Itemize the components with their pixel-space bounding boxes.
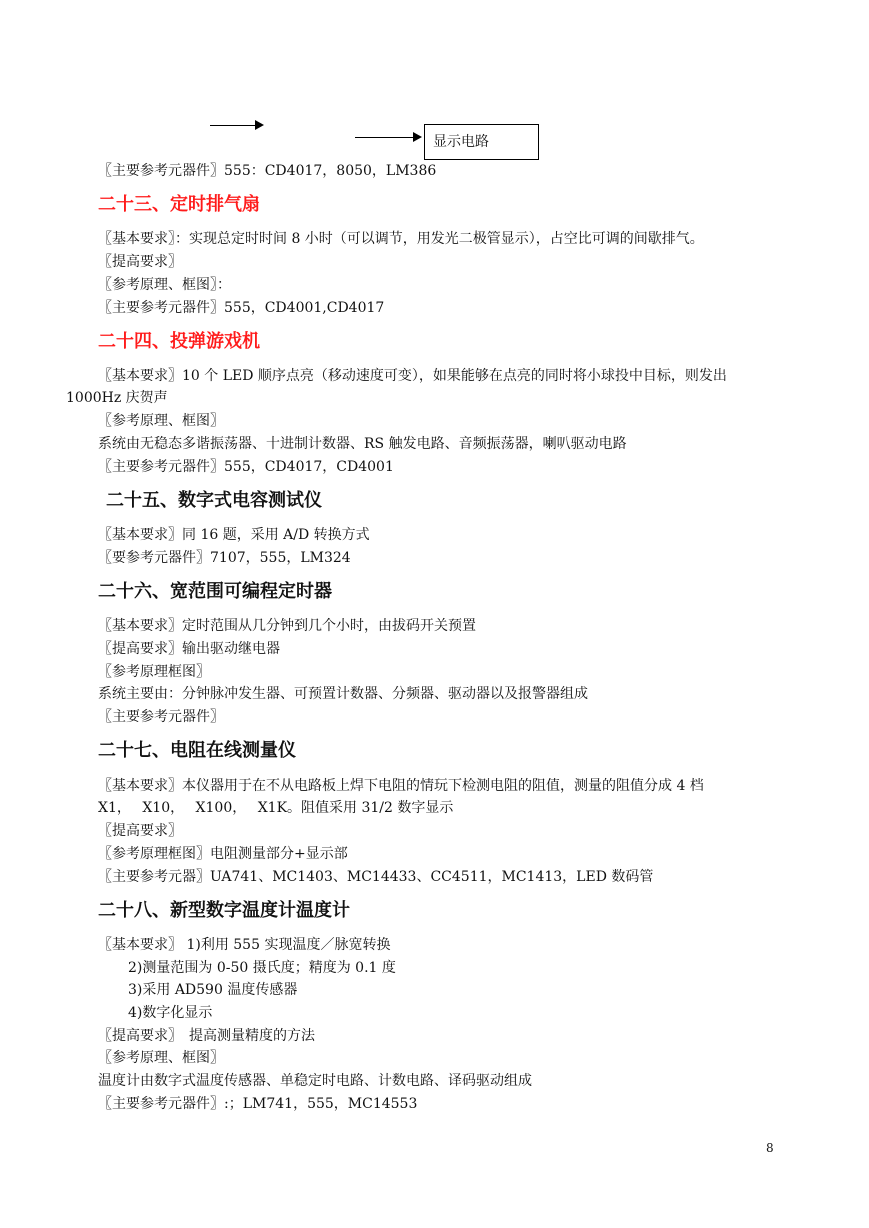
text-line: 〖主要参考元器〗UA741、MC1403、MC14433、CC4511，MC1413，LED 数码管 [98, 869, 654, 885]
text-line: 〖基本要求〗同 16 题，采用 A/D 转换方式 [98, 527, 370, 543]
text-line: 〖参考原理、框图〗 [98, 1050, 224, 1066]
section-heading-28: 二十八、新型数字温度计温度计 [98, 900, 350, 921]
text-line: 〖主要参考元器件〗555，CD4017，CD4001 [98, 459, 394, 475]
text-line: 〖基本要求〗本仪器用于在不从电路板上焊下电阻的情玩下检测电阻的阻值，测量的阻值分成 4 档 [98, 778, 704, 794]
text-line: 〖提高要求〗 提高测量精度的方法 [98, 1028, 315, 1044]
text-line: 1000Hz 庆贺声 [66, 390, 168, 406]
text-line: 〖基本要求〗：实现总定时时间 8 小时（可以调节，用发光二极管显示），占空比可调的间歇排气。 [98, 231, 704, 247]
text-line: 〖参考原理、框图〗 [98, 413, 224, 429]
text-line: X1， X10， X100， X1K。阻值采用 31/2 数字显示 [98, 800, 454, 816]
display-circuit-box: 显示电路 [424, 124, 539, 160]
text-line: 〖提高要求〗 [98, 254, 182, 270]
text-line: 〖主要参考元器件〗 [98, 709, 224, 725]
section-heading-24: 二十四、投弹游戏机 [98, 331, 260, 352]
section-heading-23: 二十三、定时排气扇 [98, 194, 260, 215]
page-number: 8 [766, 1141, 774, 1155]
text-line: 系统主要由：分钟脉冲发生器、可预置计数器、分频器、驱动器以及报警器组成 [98, 686, 588, 702]
text-line: 〖基本要求〗 1)利用 555 实现温度／脉宽转换 [98, 937, 391, 953]
text-line: 〖参考原理框图〗电阻测量部分+显示部 [98, 846, 348, 862]
text-line: 〖基本要求〗定时范围从几分钟到几个小时，由拔码开关预置 [98, 618, 476, 634]
text-line: 〖基本要求〗10 个 LED 顺序点亮（移动速度可变），如果能够在点亮的同时将小球投中目标，则发出 [98, 368, 727, 384]
text-line: 〖参考原理、框图〗： [98, 277, 231, 293]
text-line: 〖提高要求〗输出驱动继电器 [98, 641, 280, 657]
text-line: 〖主要参考元器件〗:；LM741，555，MC14553 [98, 1096, 418, 1112]
text-line: 〖主要参考元器件〗555：CD4017，8050，LM386 [98, 163, 437, 179]
text-line: 温度计由数字式温度传感器、单稳定时电路、计数电路、译码驱动组成 [98, 1073, 532, 1089]
arrow-left [210, 125, 262, 126]
text-line: 2)测量范围为 0-50 摄氏度；精度为 0.1 度 [128, 960, 396, 976]
text-line: 〖要参考元器件〗7107，555，LM324 [98, 550, 351, 566]
section-heading-27: 二十七、电阻在线测量仪 [98, 740, 296, 761]
arrow-right [355, 137, 420, 138]
section-heading-25: 二十五、数字式电容测试仪 [106, 490, 322, 511]
text-line: 〖主要参考元器件〗555，CD4001,CD4017 [98, 300, 385, 316]
text-line: 〖参考原理框图〗 [98, 664, 210, 680]
text-line: 〖提高要求〗 [98, 823, 182, 839]
text-line: 3)采用 AD590 温度传感器 [128, 982, 298, 998]
text-line: 系统由无稳态多谐振荡器、十进制计数器、RS 触发电路、音频振荡器，喇叭驱动电路 [98, 436, 627, 452]
section-heading-26: 二十六、宽范围可编程定时器 [98, 581, 332, 602]
text-line: 4)数字化显示 [128, 1005, 213, 1021]
